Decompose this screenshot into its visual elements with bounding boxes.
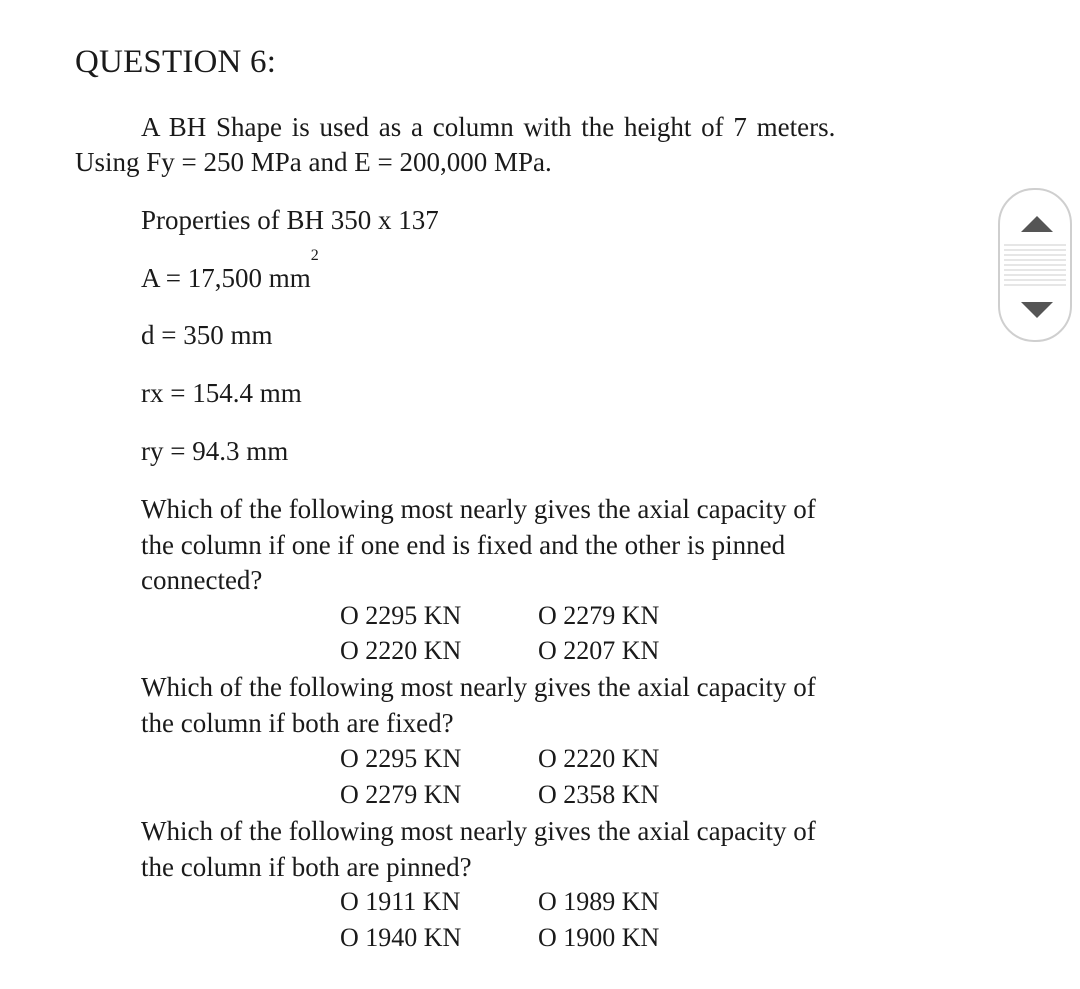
question-3-line-1: Which of the following most nearly gives the axial capacity of [141,816,816,846]
properties-title: Properties of BH 350 x 137 [141,205,439,235]
question-1-option-d[interactable]: O 2207 KN [538,636,660,665]
question-3-option-a[interactable]: O 1911 KN [340,887,461,916]
property-area [141,247,319,296]
question-2-option-b[interactable]: O 2220 KN [538,744,660,773]
question-3-option-b[interactable]: O 1989 KN [538,887,660,916]
page-scroll-control[interactable] [998,188,1072,342]
question-1-option-a[interactable]: O 2295 KN [340,601,462,630]
question-1-option-b[interactable]: O 2279 KN [538,601,660,630]
triangle-up-icon[interactable] [1021,216,1053,232]
intro-line-1: A BH Shape is used as a column with the height of 7 meters. [141,112,836,142]
question-2-option-c[interactable]: O 2279 KN [340,780,462,809]
property-ry: ry = 94.3 mm [141,436,289,466]
question-3-line-2: the column if both are pinned? [141,852,472,882]
question-2-line-1: Which of the following most nearly gives the axial capacity of [141,672,816,702]
property-area-exponent: 2 [310,247,319,264]
question-1-line-3: connected? [141,565,263,595]
question-heading: QUESTION 6: [75,44,277,80]
question-3-option-c[interactable]: O 1940 KN [340,923,462,952]
property-area-text: A = 17,500 mm [141,263,311,293]
question-2-option-a[interactable]: O 2295 KN [340,744,462,773]
question-3-option-d[interactable]: O 1900 KN [538,923,660,952]
question-1-line-2: the column if one if one end is fixed and the other is pinned [141,530,786,560]
question-2-line-2: the column if both are fixed? [141,708,454,738]
grip-lines-icon[interactable] [1004,244,1066,286]
property-rx: rx = 154.4 mm [141,378,302,408]
triangle-down-icon[interactable] [1021,302,1053,318]
question-1-line-1: Which of the following most nearly gives the axial capacity of [141,494,816,524]
question-2-option-d[interactable]: O 2358 KN [538,780,660,809]
property-depth: d = 350 mm [141,320,273,350]
question-1-option-c[interactable]: O 2220 KN [340,636,462,665]
intro-line-2: Using Fy = 250 MPa and E = 200,000 MPa. [75,147,552,177]
